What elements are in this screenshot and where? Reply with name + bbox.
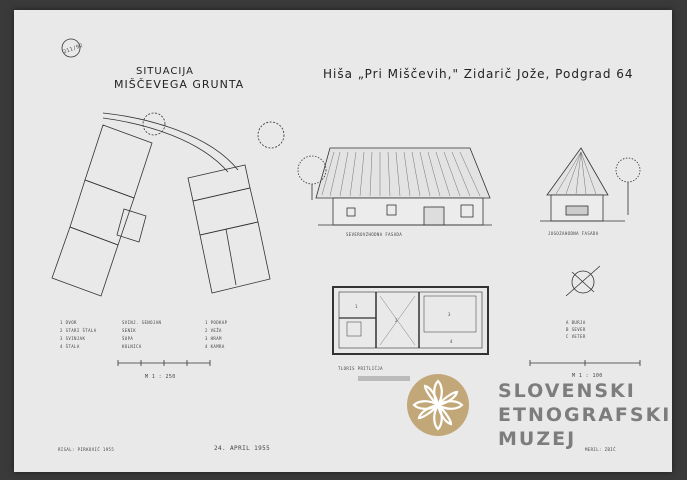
room-label-3: 3: [448, 312, 451, 317]
side-elevation-label: JUGOZAHODNA FASADA: [548, 231, 599, 236]
watermark-line-2: ETNOGRAFSKI: [498, 404, 672, 426]
room-label-4: 4: [450, 339, 453, 344]
watermark-line-1: SLOVENSKI: [498, 380, 636, 402]
main-title: Hiša „Pri Miščevih," Zidarič Jože, Podgrad 64: [323, 67, 634, 81]
legend-right-4: 4 KAMRA: [205, 344, 225, 349]
legend-left-2: 2 STARI ŠTALA: [60, 328, 97, 333]
legend-left-4: 4 ŠTALA: [60, 344, 80, 349]
scale-site-label: M 1 : 250: [145, 374, 176, 380]
legend-mid-4: KOLNICA: [122, 344, 142, 349]
scale-plan-label: M 1 : 100: [572, 373, 603, 379]
sheet-number: 211/92: [62, 42, 84, 56]
front-elevation: [298, 148, 492, 225]
flower-emblem-icon: [406, 373, 470, 437]
compass-rose: [566, 266, 600, 296]
compass-legend-2: B SEVER: [566, 327, 586, 332]
side-elevation: [540, 148, 640, 221]
compass-legend-3: C VETER: [566, 334, 586, 339]
legend-right-1: 1 PODKAP: [205, 320, 228, 325]
legend-right-2: 2 VEŽA: [205, 328, 222, 333]
situation-subtitle: MIŠČEVEGA GRUNTA: [114, 78, 245, 91]
legend-mid-3: ŠUPA: [122, 336, 134, 341]
legend-left-1: 1 DVOR: [60, 320, 77, 325]
compass-legend-1: A BURJA: [566, 320, 586, 325]
front-elevation-label: SEVEROVZHODNA FASADA: [346, 232, 403, 237]
scale-bar-site: [118, 360, 210, 366]
site-plan: [52, 113, 284, 296]
legend-mid-1: SVINJ. SENOJAN: [122, 320, 162, 325]
scale-bar-plan: [530, 360, 640, 366]
situation-title: SITUACIJA: [136, 66, 194, 77]
footer-measured-by: MERIL: ZBIČ: [585, 447, 616, 452]
footer-drawn-by: RISAL: PIRKOVIČ 1955: [58, 447, 115, 452]
legend-right-3: 3 HRAM: [205, 336, 222, 341]
floor-plan: [333, 287, 488, 354]
legend-left-3: 3 SVINJAK: [60, 336, 86, 341]
room-label-1: 1: [355, 304, 358, 309]
scale-bar-filled: [358, 376, 410, 381]
floor-plan-label: TLORIS PRITLIČJA: [338, 366, 383, 371]
room-label-2: 2: [395, 318, 398, 323]
legend-mid-2: SENIK: [122, 328, 137, 333]
footer-date: 24. APRIL 1955: [214, 445, 271, 452]
watermark-line-3: MUZEJ: [498, 428, 577, 450]
